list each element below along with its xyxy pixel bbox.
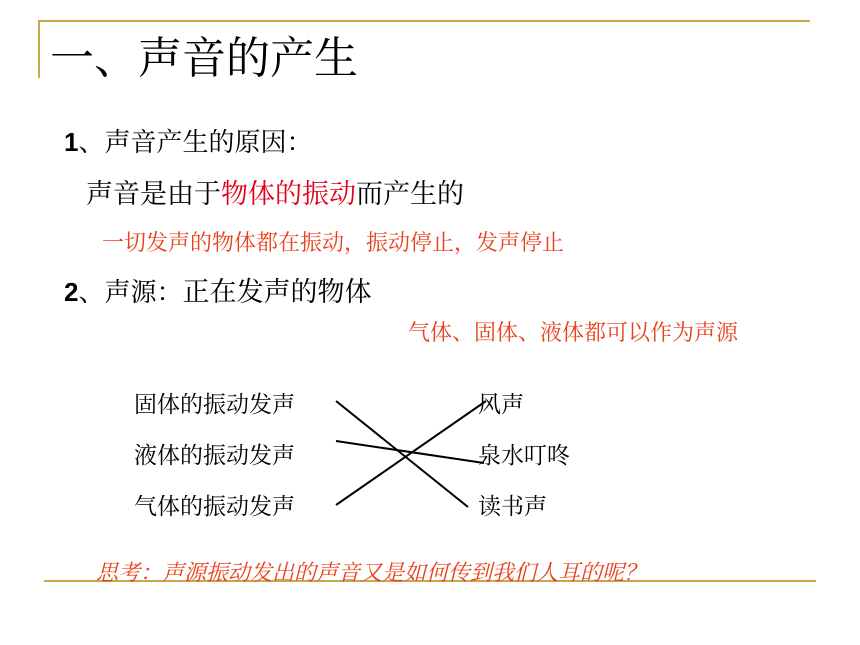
section1-number: 1 bbox=[64, 127, 79, 157]
section1-heading-text: 、声音产生的原因： bbox=[78, 128, 313, 158]
section1-body-highlight: 物体的振动 bbox=[221, 179, 356, 210]
match-right-item: 读书声 bbox=[478, 494, 547, 520]
match-left-item: 液体的振动发声 bbox=[134, 443, 295, 469]
match-right-item: 风声 bbox=[478, 392, 524, 418]
match-line-gas-to-wind bbox=[336, 401, 486, 505]
match-right-item: 泉水叮咚 bbox=[478, 443, 570, 469]
page-title: 一、声音的产生 bbox=[50, 33, 358, 84]
section2-heading-text: 、声源： bbox=[78, 278, 183, 308]
section2-note: 气体、固体、液体都可以作为声源 bbox=[408, 321, 739, 346]
match-left-item: 气体的振动发声 bbox=[134, 494, 295, 520]
match-left-item: 固体的振动发声 bbox=[134, 392, 295, 418]
section2-definition: 正在发声的物体 bbox=[182, 277, 372, 308]
section2-number: 2 bbox=[64, 277, 79, 307]
section1-body-pre: 声音是由于 bbox=[86, 179, 221, 210]
section1-note: 一切发声的物体都在振动，振动停止，发声停止 bbox=[102, 231, 565, 256]
section1-body-post: 而产生的 bbox=[356, 179, 464, 210]
think-question: 思考：声源振动发出的声音又是如何传到我们人耳的呢？ bbox=[96, 561, 647, 586]
